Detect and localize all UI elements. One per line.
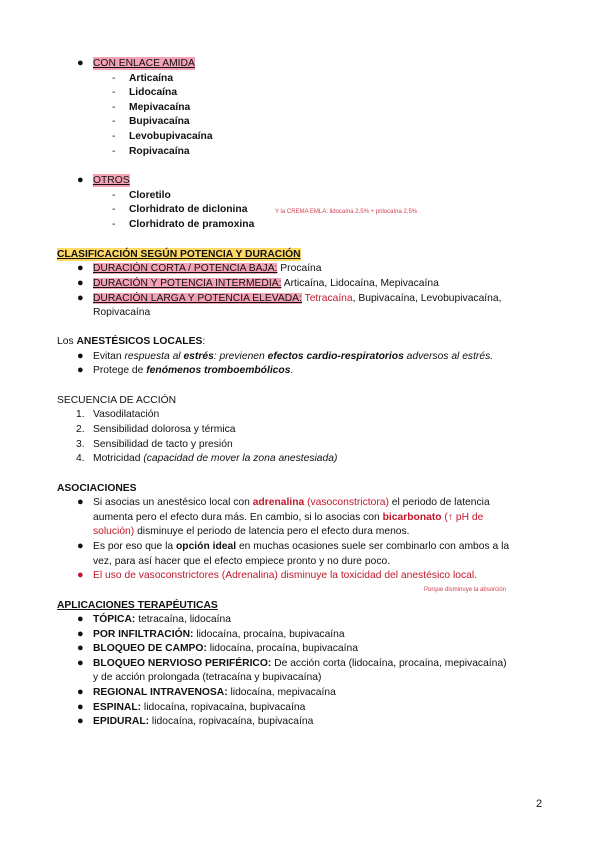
amida-item: Ropivacaína: [129, 146, 190, 157]
aplicaciones-item: [93, 613, 231, 626]
otros-item: Clorhidrato de diclonina: [129, 204, 248, 215]
t: (capacidad de mover la zona anestesiada): [143, 453, 338, 464]
dash-icon: -: [112, 73, 116, 84]
clasificacion-text: , Bupivacaína, Levobupivacaína,: [352, 293, 502, 304]
t: : previenen: [213, 351, 268, 362]
t: lidocaína, ropivacaína, bupivacaína: [141, 702, 306, 713]
bullet-icon: ●: [77, 174, 84, 186]
t: BLOQUEO NERVIOSO PERIFÉRICO:: [93, 658, 272, 669]
clasificacion-item: [93, 277, 439, 290]
t: EPIDURAL:: [93, 716, 150, 727]
t: ESPINAL:: [93, 702, 142, 713]
t: lidocaína, procaína, bupivacaína: [193, 629, 345, 640]
bullet-icon: ●: [77, 350, 84, 362]
asociaciones-line: [93, 525, 410, 538]
bullet-icon: ●: [77, 277, 84, 289]
t: Si asocias un anestésico local con: [93, 497, 253, 508]
asociaciones-heading: ASOCIACIONES: [57, 483, 137, 494]
intro-bold: ANESTÉSICOS LOCALES: [76, 336, 203, 347]
t: tetracaína, lidocaína: [135, 614, 231, 625]
clasificacion-text: Articaína, Lidocaína, Mepivacaína: [281, 278, 439, 289]
clasificacion-red: Tetracaína: [301, 293, 353, 304]
secuencia-text: Sensibilidad de tacto y presión: [93, 439, 233, 450]
clasificacion-cont: Ropivacaína: [93, 307, 151, 318]
aplicaciones-item: [93, 657, 507, 670]
amida-item: Lidocaína: [129, 87, 178, 98]
dash-icon: -: [112, 131, 116, 142]
aplicaciones-cont: y de acción prolongada (tetracaína y bupivacaína): [93, 672, 322, 683]
aplicaciones-item: [93, 628, 345, 641]
secuencia-heading: SECUENCIA DE ACCIÓN: [57, 395, 177, 406]
intro-post: :: [202, 336, 206, 347]
clasificacion-item: [93, 292, 501, 305]
asociaciones-line: vez, para así hacer que el efecto empiece pronto y no dure poco.: [93, 556, 391, 567]
bullet-icon: ●: [77, 701, 84, 713]
t: fenómenos tromboembólicos: [146, 365, 291, 376]
bullet-icon: ●: [77, 57, 84, 69]
clasificacion-heading: CLASIFICACIÓN SEGÚN POTENCIA Y DURACIÓN: [57, 249, 301, 260]
t: (↑ pH de: [441, 512, 484, 523]
clasificacion-text: Procaína: [277, 263, 322, 274]
bullet-icon: ●: [77, 715, 84, 727]
anestesicos-item: [93, 350, 493, 363]
aplicaciones-item: [93, 642, 358, 655]
bullet-icon: ●: [77, 496, 84, 508]
asociaciones-red-line: El uso de vasoconstrictores (Adrenalina) disminuye la toxicidad del anestésico local.: [93, 570, 478, 581]
t: Protege de: [93, 365, 147, 376]
t: lidocaína, procaína, bupivacaína: [206, 643, 358, 654]
amida-item: Mepivacaína: [129, 102, 191, 113]
asociaciones-line: [93, 511, 483, 524]
t: efectos cardio-respiratorios: [267, 351, 404, 362]
dash-icon: -: [112, 190, 116, 201]
aplicaciones-heading: APLICACIONES TERAPÉUTICAS: [57, 600, 218, 611]
bullet-icon: ●: [77, 657, 84, 669]
asociaciones-line: [93, 496, 490, 509]
bullet-icon: ●: [77, 569, 84, 581]
page-number: 2: [536, 798, 543, 810]
t: aumenta pero el efecto dura más. En cambio, si lo asocias con: [93, 512, 383, 523]
t: TÓPICA:: [93, 614, 136, 625]
dash-icon: -: [112, 146, 116, 157]
emla-note: Y la CREMA EMLA: lidocaína 2,5% + prilocaína 2,5%: [275, 209, 418, 215]
aplicaciones-item: [93, 686, 336, 699]
bullet-icon: ●: [77, 628, 84, 640]
t: en muchas ocasiones suele ser combinarlo con ambos a la: [236, 541, 510, 552]
t: Motricidad: [93, 453, 144, 464]
t: Evitan: [93, 351, 125, 362]
t: estrés: [183, 351, 214, 362]
anestesicos-item: [93, 364, 293, 377]
bullet-icon: ●: [77, 540, 84, 552]
secuencia-item: [93, 452, 337, 465]
dash-icon: -: [112, 116, 116, 127]
amida-heading: CON ENLACE AMIDA: [93, 58, 195, 69]
secuencia-num: 2.: [76, 424, 85, 435]
t: el periodo de latencia: [388, 497, 490, 508]
bullet-icon: ●: [77, 262, 84, 274]
clasificacion-label: DURACIÓN LARGA Y POTENCIA ELEVADA:: [93, 293, 302, 304]
t: solución): [93, 526, 135, 537]
bullet-icon: ●: [77, 613, 84, 625]
amida-item: Levobupivacaína: [129, 131, 213, 142]
t: lidocaína, mepivacaína: [227, 687, 336, 698]
otros-heading: OTROS: [93, 175, 130, 186]
t: adversos al estrés.: [403, 351, 494, 362]
clasificacion-label: DURACIÓN Y POTENCIA INTERMEDIA:: [93, 278, 282, 289]
t: REGIONAL INTRAVENOSA:: [93, 687, 228, 698]
dash-icon: -: [112, 102, 116, 113]
otros-item: Clorhidrato de pramoxina: [129, 219, 255, 230]
dash-icon: -: [112, 87, 116, 98]
amida-item: Articaína: [129, 73, 174, 84]
t: De acción corta (lidocaína, procaína, mepivacaína): [271, 658, 507, 669]
secuencia-text: Vasodilatación: [93, 409, 160, 420]
t: bicarbonato: [382, 512, 442, 523]
dash-icon: -: [112, 219, 116, 230]
t: disminuye el periodo de latencia pero el efecto dura menos.: [134, 526, 410, 537]
t: BLOQUEO DE CAMPO:: [93, 643, 207, 654]
aplicaciones-item: [93, 715, 313, 728]
absorcion-note: Porque disminuye la absorción: [424, 587, 507, 593]
t: Es por eso que la: [93, 541, 176, 552]
t: lidocaína, ropivacaína, bupivacaína: [149, 716, 314, 727]
secuencia-num: 1.: [76, 409, 85, 420]
dash-icon: -: [112, 204, 116, 215]
secuencia-text: Sensibilidad dolorosa y térmica: [93, 424, 236, 435]
t: POR INFILTRACIÓN:: [93, 629, 194, 640]
secuencia-num: 4.: [76, 453, 85, 464]
t: opción ideal: [176, 541, 237, 552]
clasificacion-label: DURACIÓN CORTA / POTENCIA BAJA:: [93, 263, 278, 274]
asociaciones-line: [93, 540, 509, 553]
secuencia-num: 3.: [76, 439, 85, 450]
otros-item: Cloretilo: [129, 190, 171, 201]
amida-item: Bupivacaína: [129, 116, 190, 127]
t: adrenalina: [252, 497, 305, 508]
aplicaciones-item: [93, 701, 305, 714]
clasificacion-item: [93, 262, 322, 275]
t: .: [290, 365, 294, 376]
bullet-icon: ●: [77, 292, 84, 304]
bullet-icon: ●: [77, 686, 84, 698]
bullet-icon: ●: [77, 642, 84, 654]
intro-pre: Los: [57, 336, 77, 347]
t: respuesta al: [124, 351, 184, 362]
t: (vasoconstrictora): [304, 497, 389, 508]
bullet-icon: ●: [77, 364, 84, 376]
anestesicos-intro: [57, 335, 205, 348]
